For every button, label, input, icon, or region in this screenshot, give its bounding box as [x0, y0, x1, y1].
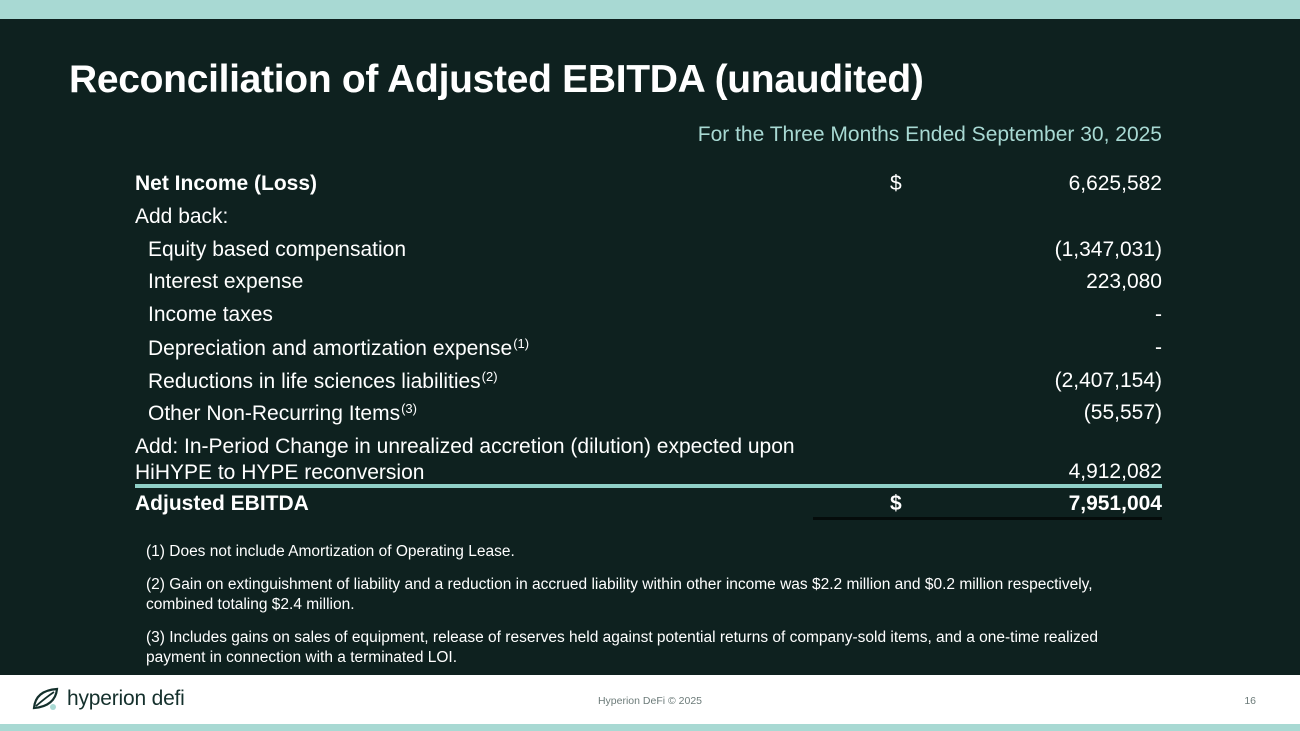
row-label [148, 401, 417, 426]
table-row-other-non-recurring [135, 401, 1162, 431]
footnote-marker: (3) [401, 401, 417, 416]
row-label-line1: Add: In-Period Change in unrealized accretion (dilution) expected upon [135, 435, 795, 458]
table-row-income-taxes [135, 303, 1162, 333]
row-label: Income taxes [148, 303, 273, 326]
table-row-equity-compensation [135, 238, 1162, 268]
row-label [148, 336, 529, 361]
row-label: Equity based compensation [148, 238, 406, 261]
row-value: (2,407,154) [1054, 369, 1162, 392]
footnote-3: (3) Includes gains on sales of equipment, release of reserves held against potential returns of company-sold items, and a one-time realized payment in connection with a terminated LOI. [146, 629, 1099, 666]
row-label-line2: HiHYPE to HYPE reconversion [135, 461, 425, 484]
bottom-accent-band [0, 724, 1300, 731]
row-label-text: Other Non-Recurring Items [148, 402, 401, 425]
copyright-text: Hyperion DeFi © 2025 [597, 695, 703, 707]
footnote-marker: (2) [481, 369, 498, 384]
page-number: 16 [1244, 695, 1256, 707]
row-label: Adjusted EBITDA [135, 492, 309, 515]
row-label: Add back: [135, 205, 229, 228]
row-label [148, 369, 498, 394]
row-label [135, 434, 795, 486]
logo-wordmark: hyperion defi [67, 687, 185, 710]
row-value: - [1155, 303, 1162, 326]
row-value: (55,557) [1083, 401, 1162, 424]
table-row-interest-expense [135, 270, 1162, 300]
row-value: (1,347,031) [1054, 238, 1162, 261]
row-value: - [1155, 336, 1162, 359]
footnote-2: (2) Gain on extinguishment of liability and a reduction in accrued liability within other income was $2.2 million and $0.2 million respectively, combined totaling $2.4 million. [146, 576, 1093, 613]
slide-title: Reconciliation of Adjusted EBITDA (unaudited) [69, 58, 924, 101]
currency-symbol: $ [890, 492, 902, 515]
table-row-net-income [135, 172, 1162, 202]
row-value: 6,625,582 [1068, 172, 1162, 195]
table-row-add-back [135, 205, 1162, 235]
period-header: For the Three Months Ended September 30, 2025 [697, 123, 1162, 146]
total-divider [135, 484, 1162, 488]
currency-symbol: $ [890, 172, 902, 195]
top-accent-band [0, 0, 1300, 19]
table-row-accretion [135, 434, 1162, 488]
row-label-text: Reductions in life sciences liabilities [148, 370, 481, 393]
table-row-depreciation [135, 336, 1162, 366]
row-label-text: Depreciation and amortization expense [148, 337, 513, 360]
row-value: 223,080 [1086, 270, 1162, 293]
footnote-marker: (1) [513, 336, 530, 351]
row-label: Interest expense [148, 270, 304, 293]
row-value: 4,912,082 [1068, 460, 1162, 483]
row-value: 7,951,004 [1068, 492, 1162, 515]
footnote-1: (1) Does not include Amortization of Operating Lease. [146, 543, 515, 560]
row-label: Net Income (Loss) [135, 172, 318, 195]
total-underline [813, 517, 1162, 520]
table-row-life-sciences [135, 369, 1162, 399]
